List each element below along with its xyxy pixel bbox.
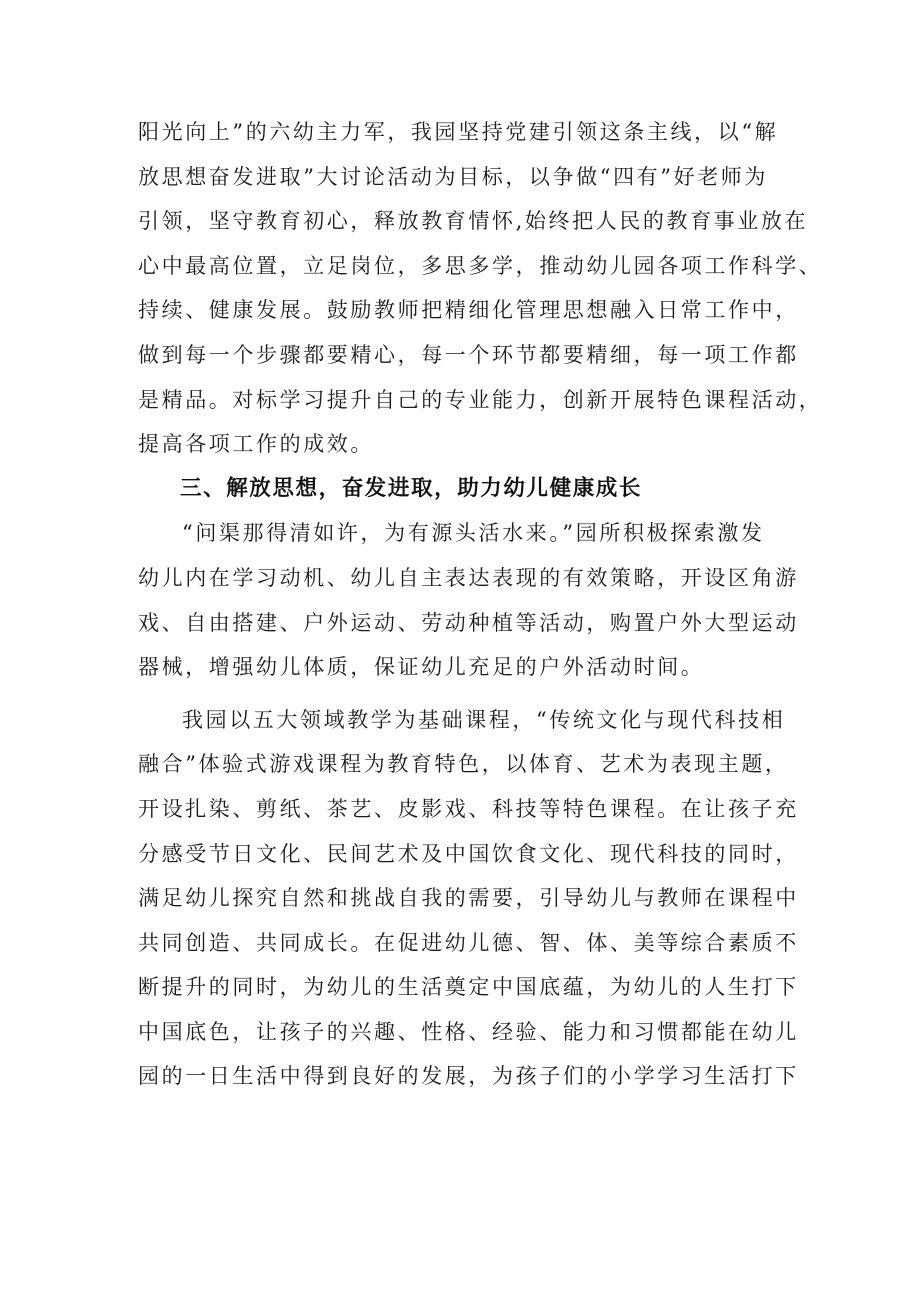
document-body bbox=[138, 110, 823, 1099]
paragraph-line: “问渠那得清如许，为有源头活水来。”园所积极探索激发 bbox=[182, 521, 765, 546]
paragraph-line: 器械，增强幼儿体质，保证幼儿充足的户外活动时间。 bbox=[138, 655, 705, 680]
paragraph-2 bbox=[138, 511, 808, 689]
section-heading: 三、解放思想，奋发进取，助力幼儿健康成长 bbox=[180, 475, 643, 501]
paragraph-1 bbox=[138, 110, 823, 467]
paragraph-line: 我园以五大领域教学为基础课程，“传统文化与现代科技相 bbox=[182, 707, 786, 732]
paragraph-line: 满足幼儿探究自然和挑战自我的需要，引导幼儿与教师在课程中 bbox=[138, 886, 799, 911]
paragraph-line: 断提升的同时，为幼儿的生活奠定中国底蕴，为幼儿的人生打下 bbox=[138, 975, 799, 1000]
paragraph-spacer bbox=[138, 690, 808, 698]
paragraph-line: 提高各项工作的成效。 bbox=[138, 432, 374, 457]
paragraph-line: 引领，坚守教育初心，释放教育情怀,始终把人民的教育事业放在 bbox=[138, 209, 809, 234]
paragraph-line: 园的一日生活中得到良好的发展，为孩子们的小学学习生活打下 bbox=[138, 1064, 799, 1089]
paragraph-line: 是精品。对标学习提升自己的专业能力，创新开展特色课程活动， bbox=[138, 387, 823, 412]
paragraph-3 bbox=[138, 698, 808, 1099]
paragraph-line: 心中最高位置，立足岗位，多思多学，推动幼儿园各项工作科学、 bbox=[138, 253, 823, 278]
paragraph-line: 共同创造、共同成长。在促进幼儿德、智、体、美等综合素质不 bbox=[138, 930, 799, 955]
paragraph-line: 戏、自由搭建、户外运动、劳动种植等活动，购置户外大型运动 bbox=[138, 610, 799, 635]
paragraph-line: 幼儿内在学习动机、幼儿自主表达表现的有效策略，开设区角游 bbox=[138, 565, 799, 590]
paragraph-line: 阳光向上”的六幼主力军，我园坚持党建引领这条主线，以“解 bbox=[138, 120, 779, 144]
paragraph-line: 融合”体验式游戏课程为教育特色，以体育、艺术为表现主题， bbox=[138, 752, 789, 777]
paragraph-line: 做到每一个步骤都要精心，每一个环节都要精细，每一项工作都 bbox=[138, 342, 799, 367]
paragraph-line: 分感受节日文化、民间艺术及中国饮食文化、现代科技的同时， bbox=[138, 841, 799, 866]
paragraph-line: 持续、健康发展。鼓励教师把精细化管理思想融入日常工作中， bbox=[138, 298, 799, 323]
paragraph-line: 开设扎染、剪纸、茶艺、皮影戏、科技等特色课程。在让孩子充 bbox=[138, 796, 799, 821]
paragraph-line: 中国底色，让孩子的兴趣、性格、经验、能力和习惯都能在幼儿 bbox=[138, 1019, 799, 1044]
paragraph-line: 放思想奋发进取”大讨论活动为目标，以争做“四有”好老师为 bbox=[138, 164, 769, 189]
